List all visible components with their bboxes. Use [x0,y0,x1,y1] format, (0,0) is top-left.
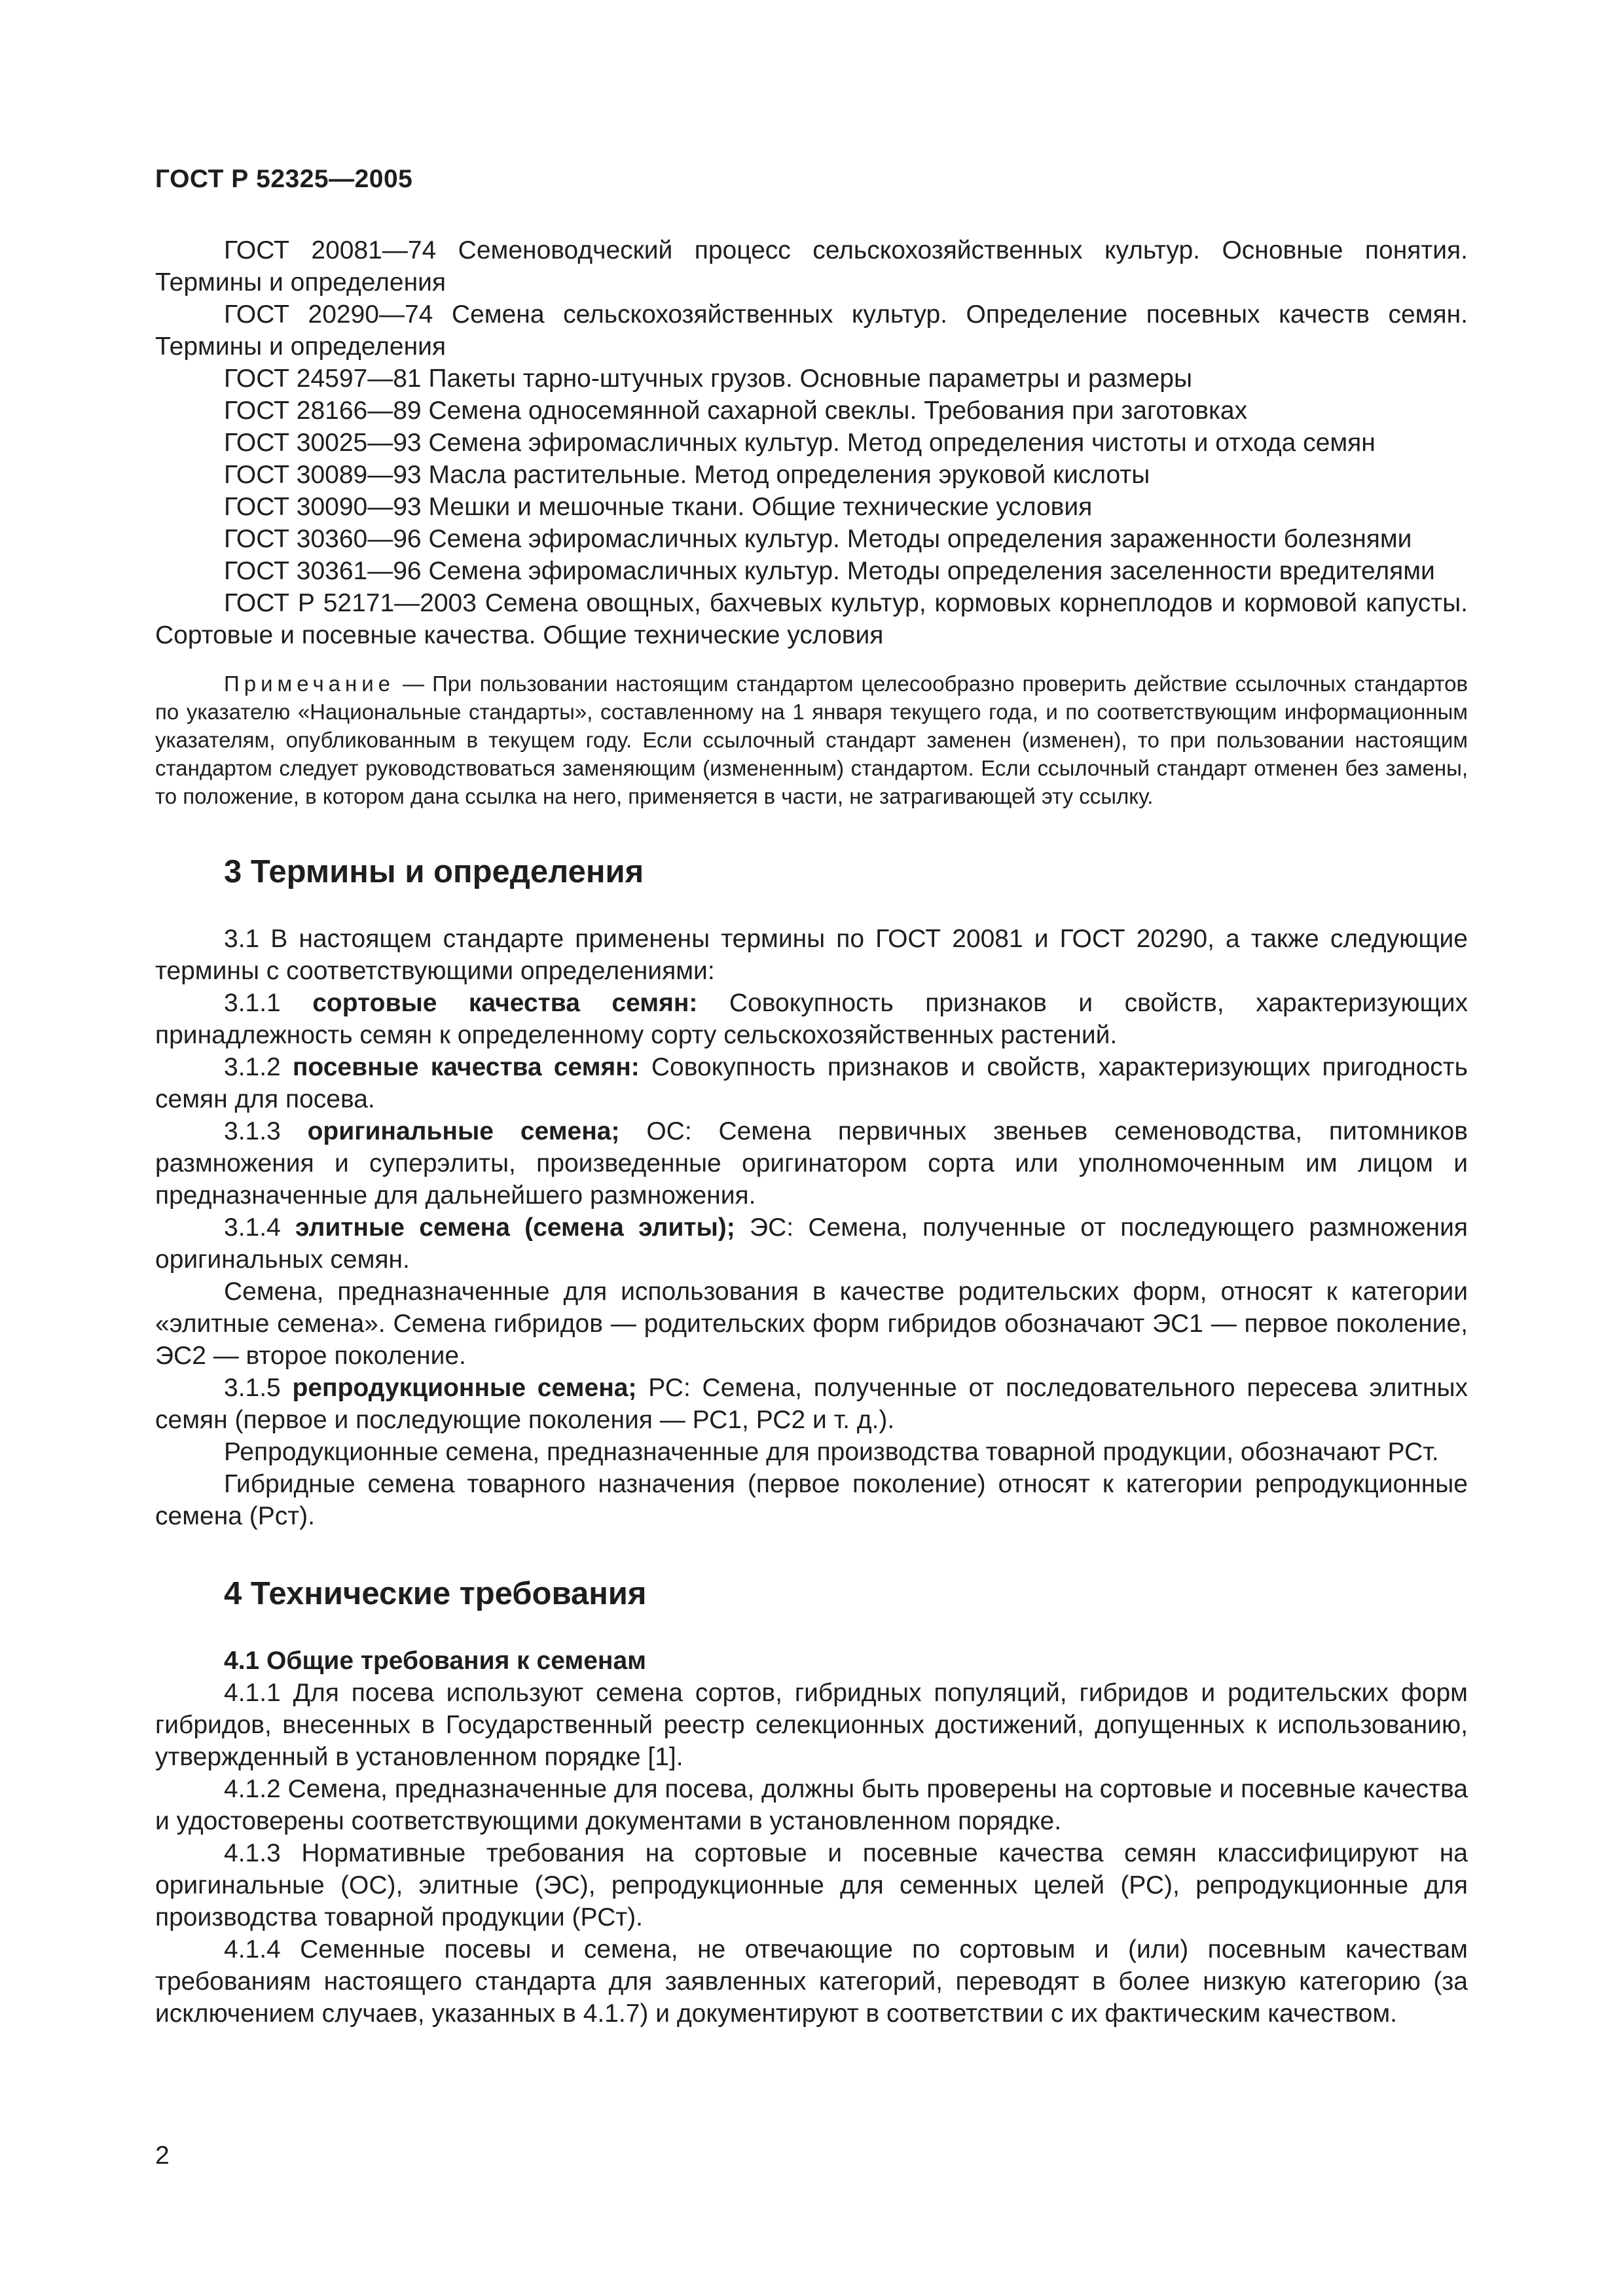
reference-item: ГОСТ 24597—81 Пакеты тарно-штучных грузов. Основные параметры и размеры [224,365,1192,393]
term-definition: ОС: Семена первичных звеньев семеноводства, питомников размножения и суперэлиты, произведенные оригинатором сорта или уполномоченным им лицом и предназначенные для дальнейшего размножения. [155,1117,1468,1210]
reference-item: ГОСТ 30025—93 Семена эфиромасличных культур. Метод определения чистоты и отхода семян [224,429,1376,457]
term-3-1-2 [155,1051,1468,1115]
paragraph-3-1: 3.1 В настоящем стандарте применены термины по ГОСТ 20081 и ГОСТ 20290, а также следующие термины с соответствующими определениями: [155,925,1468,985]
term-definition: Совокупность признаков и свойств, характеризующих принадлежность семян к определенному сорту сельскохозяйственных растений. [155,989,1468,1049]
paragraph-3-1-4-note: Семена, предназначенные для использования в качестве родительских форм, относят к категории «элитные семена». Семена гибридов — родительских форм гибридов обозначают ЭС1 — первое поколение, ЭС2 — второе поколение. [155,1278,1468,1370]
term-name: репродукционные семена; [292,1374,637,1402]
paragraph-4-1-2: 4.1.2 Семена, предназначенные для посева, должны быть проверены на сортовые и посевные качества и удостоверены соответствующими документами в установленном порядке. [155,1775,1468,1835]
references-list [155,234,1468,651]
term-definition: ЭС: Семена, полученные от последующего размножения оригинальных семян. [155,1213,1468,1274]
term-definition: Совокупность признаков и свойств, характеризующих пригодность семян для посева. [155,1053,1468,1113]
reference-item: ГОСТ 20290—74 Семена сельскохозяйственных культур. Определение посевных качеств семян. Термины и определения [155,300,1468,361]
term-definition: РС: Семена, полученные от последовательного пересева элитных семян (первое и последующие поколения — РС1, РС2 и т. д.). [155,1374,1468,1434]
reference-item: ГОСТ 28166—89 Семена односемянной сахарной свеклы. Требования при заготовках [224,397,1248,425]
reference-item: ГОСТ 20081—74 Семеноводческий процесс сельскохозяйственных культур. Основные понятия. Термины и определения [155,236,1468,296]
reference-item: ГОСТ 30090—93 Мешки и мешочные ткани. Общие технические условия [224,493,1093,521]
note-text: — При пользовании настоящим стандартом целесообразно проверить действие ссылочных стандартов по указателю «Национальные стандарты», составленному на 1 января текущего года, и по соответствующим информационным указателям, опубликованным в текущем году. Если ссылочный стандарт заменен (изменен), то при пользовании настоящим стандартом следует руководствоваться заменяющим (измененным) стандартом. Если ссылочный стандарт отменен без замены, то положение, в котором дана ссылка на него, применяется в части, не затрагивающей эту ссылку. [155,672,1468,808]
term-number: 3.1.1 [224,989,281,1017]
term-number: 3.1.5 [224,1374,281,1402]
term-number: 3.1.4 [224,1213,281,1242]
term-name: элитные семена (семена элиты); [295,1213,735,1242]
paragraph-3-1-5-rst: Репродукционные семена, предназначенные для производства товарной продукции, обозначают РСт. [224,1438,1439,1466]
document-page [155,164,1468,2030]
term-number: 3.1.3 [224,1117,281,1145]
paragraph-3-1-5-hybrid: Гибридные семена товарного назначения (первое поколение) относят к категории репродукционные семена (Рст). [155,1470,1468,1530]
page-number: 2 [155,2142,170,2170]
reference-item: ГОСТ 30089—93 Масла растительные. Метод определения эруковой кислоты [224,461,1150,489]
note-paragraph [155,670,1468,810]
term-number: 3.1.2 [224,1053,281,1081]
reference-item: ГОСТ Р 52171—2003 Семена овощных, бахчевых культур, кормовых корнеплодов и кормовой капусты. Сортовые и посевные качества. Общие технические условия [155,589,1468,649]
subsection-4-1-title: 4.1 Общие требования к семенам [224,1647,647,1675]
document-header: ГОСТ Р 52325—2005 [155,165,413,193]
term-3-1-5 [155,1372,1468,1436]
term-name: сортовые качества семян: [312,989,698,1017]
paragraph-4-1-3: 4.1.3 Нормативные требования на сортовые и посевные качества семян классифицируют на оригинальные (ОС), элитные (ЭС), репродукционные для семенных целей (РС), репродукционные для производства товарной продукции (РСт). [155,1839,1468,1931]
section-3-title: 3 Термины и определения [224,854,644,889]
reference-item: ГОСТ 30361—96 Семена эфиромасличных культур. Методы определения заселенности вредителями [224,557,1435,585]
paragraph-4-1-4: 4.1.4 Семенные посевы и семена, не отвечающие по сортовым и (или) посевным качествам требованиям настоящего стандарта для заявленных категорий, переводят в более низкую категорию (за исключением случаев, указанных в 4.1.7) и документируют в соответствии с их фактическим качеством. [155,1935,1468,2028]
term-name: посевные качества семян: [292,1053,640,1081]
term-3-1-3 [155,1115,1468,1211]
section-4-title: 4 Технические требования [224,1576,647,1611]
term-3-1-1 [155,987,1468,1051]
reference-item: ГОСТ 30360—96 Семена эфиромасличных культур. Методы определения зараженности болезнями [224,525,1412,553]
note-label: Примечание [224,672,395,696]
paragraph-4-1-1: 4.1.1 Для посева используют семена сортов, гибридных популяций, гибридов и родительских форм гибридов, внесенных в Государственный реестр селекционных достижений, допущенных к использованию, утвержденный в установленном порядке [1]. [155,1679,1468,1771]
term-name: оригинальные семена; [307,1117,620,1145]
term-3-1-4 [155,1211,1468,1276]
